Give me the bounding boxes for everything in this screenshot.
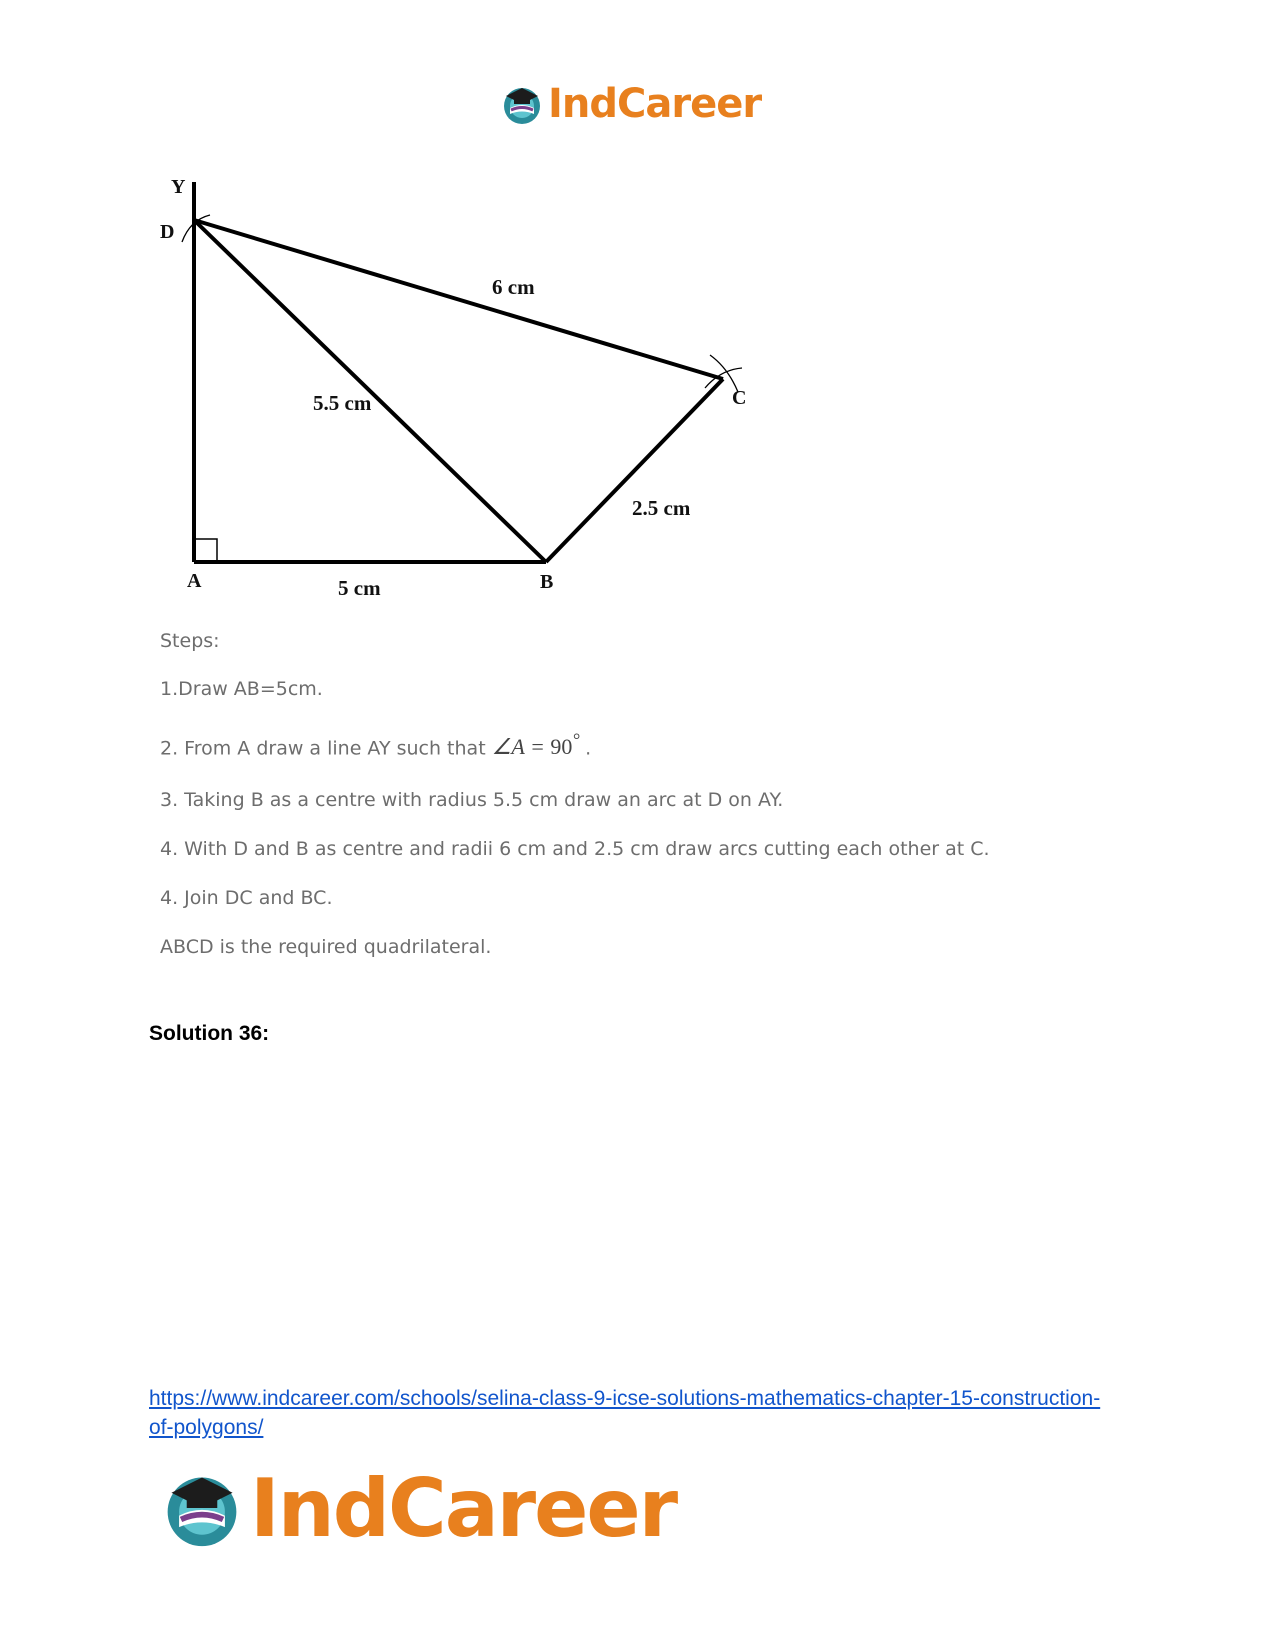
angle-degree: ° <box>572 730 580 750</box>
source-link[interactable]: https://www.indcareer.com/schools/selina-class-9-icse-solutions-mathematics-chapter-15-construction-of-polygons/ <box>149 1387 1101 1439</box>
logo-text: IndCareer <box>548 81 762 127</box>
vertex-label-a: A <box>187 570 202 592</box>
step-2-end: . <box>585 737 592 760</box>
step-5: 4. Join DC and BC. <box>160 887 333 909</box>
arc-at-c-2 <box>705 368 742 388</box>
length-label-ab: 5 cm <box>338 576 381 600</box>
quadrilateral-construction-figure <box>150 170 770 610</box>
line-bc <box>546 379 723 562</box>
conclusion: ABCD is the required quadrilateral. <box>160 936 492 958</box>
right-angle-mark <box>194 539 217 562</box>
graduation-cap-globe-icon <box>160 1466 244 1550</box>
step-2-text: 2. From A draw a line AY such that <box>160 737 486 760</box>
solution-title: Solution 36: <box>149 1022 270 1045</box>
vertex-label-c: C <box>732 387 747 409</box>
step-1: 1.Draw AB=5cm. <box>160 678 323 700</box>
vertex-label-d: D <box>160 221 175 243</box>
step-3: 3. Taking B as a centre with radius 5.5 cm draw an arc at D on AY. <box>160 789 784 811</box>
angle-value: 90 <box>550 734 573 760</box>
vertex-label-b: B <box>540 571 554 593</box>
header-logo <box>500 80 761 128</box>
footer-logo <box>160 1463 676 1553</box>
steps-heading: Steps: <box>160 630 220 652</box>
graduation-cap-globe-icon <box>500 82 544 126</box>
step-2 <box>160 730 591 760</box>
step-4: 4. With D and B as centre and radii 6 cm and 2.5 cm draw arcs cutting each other at C. <box>160 838 990 860</box>
logo-text: IndCareer <box>250 1461 677 1555</box>
length-label-dc: 6 cm <box>492 275 535 299</box>
length-label-db: 5.5 cm <box>313 391 372 415</box>
angle-variable: ∠A = <box>491 734 551 760</box>
length-label-bc: 2.5 cm <box>632 496 691 520</box>
angle-expression <box>491 730 585 760</box>
vertex-label-y: Y <box>171 176 186 198</box>
